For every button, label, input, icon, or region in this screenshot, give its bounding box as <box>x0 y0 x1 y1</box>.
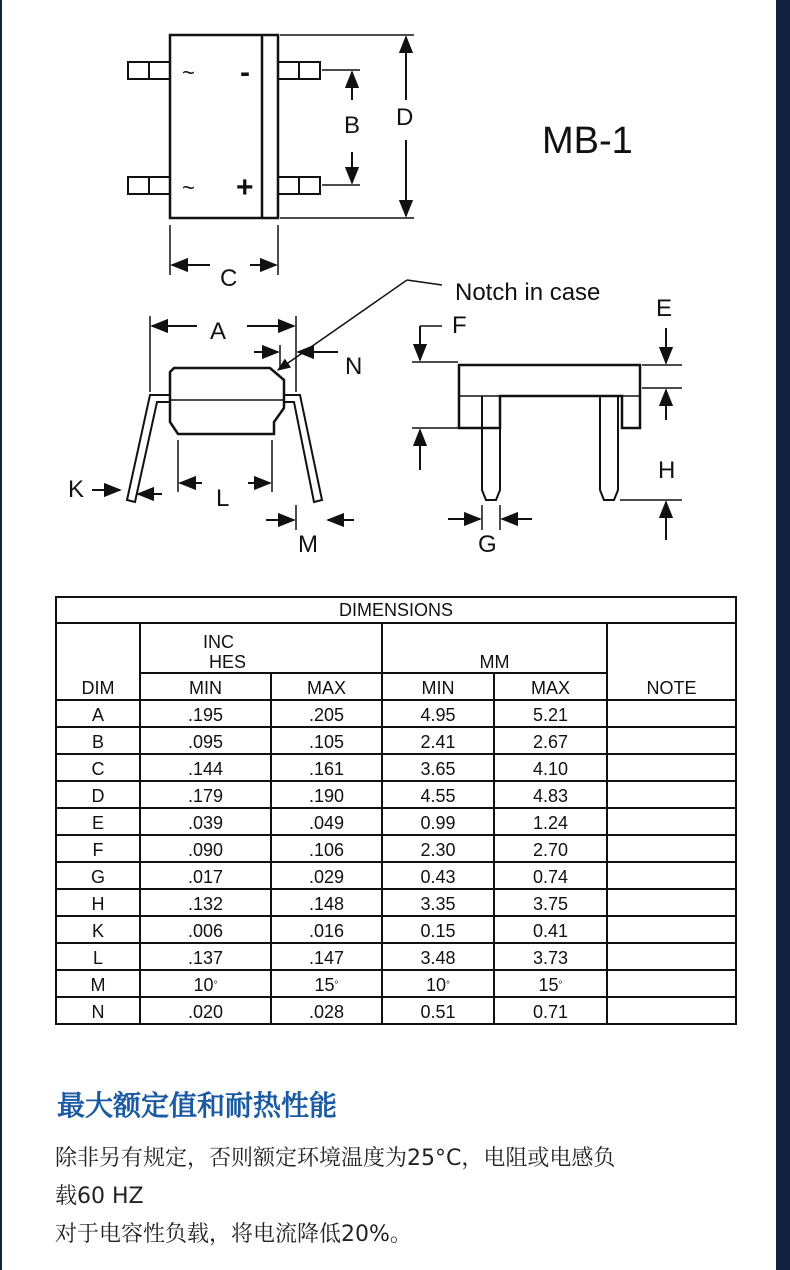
col-header-mm: MM <box>382 623 607 673</box>
cell-in-max: .147 <box>271 943 382 970</box>
dim-label-b: B <box>344 112 361 139</box>
dim-label-a: A <box>210 318 227 345</box>
cell-mm-min: 3.48 <box>382 943 494 970</box>
cell-in-min: .132 <box>140 889 271 916</box>
ac-pin-2-symbol: ~ <box>182 175 195 200</box>
cell-in-min: .179 <box>140 781 271 808</box>
inches-label-line1: INC <box>203 632 234 652</box>
cell-dim: F <box>56 835 140 862</box>
positive-pin-symbol: + <box>236 171 254 204</box>
cell-mm-min: 2.30 <box>382 835 494 862</box>
cell-in-max: .106 <box>271 835 382 862</box>
dim-label-h: H <box>658 457 676 484</box>
cell-in-min: 10° <box>140 970 271 997</box>
cell-note <box>607 835 736 862</box>
cell-mm-max: 3.73 <box>494 943 607 970</box>
cell-mm-min: 0.99 <box>382 808 494 835</box>
ratings-text <box>55 1140 755 1254</box>
ratings-heading: 最大额定值和耐热性能 <box>57 1089 338 1122</box>
degree-symbol: ° <box>558 980 563 991</box>
dim-label-c: C <box>220 265 238 292</box>
cell-dim: H <box>56 889 140 916</box>
cell-note <box>607 781 736 808</box>
cell-note <box>607 700 736 727</box>
dim-label-m: M <box>298 531 318 558</box>
dim-label-d: D <box>396 104 414 131</box>
cell-mm-max: 2.70 <box>494 835 607 862</box>
table-row <box>56 889 736 916</box>
cell-note <box>607 808 736 835</box>
cell-mm-max: 1.24 <box>494 808 607 835</box>
cell-mm-max: 4.10 <box>494 754 607 781</box>
datasheet-page <box>2 0 776 1270</box>
cell-in-min: .017 <box>140 862 271 889</box>
cell-in-max: .205 <box>271 700 382 727</box>
dim-label-n: N <box>345 353 363 380</box>
cell-note <box>607 916 736 943</box>
degree-symbol: ° <box>334 980 339 991</box>
cell-dim: L <box>56 943 140 970</box>
cell-dim: E <box>56 808 140 835</box>
cell-in-min: .039 <box>140 808 271 835</box>
table-row <box>56 754 736 781</box>
negative-pin-symbol: - <box>240 56 250 89</box>
cell-in-min: .195 <box>140 700 271 727</box>
dim-label-l: L <box>216 485 230 512</box>
cell-in-max: .148 <box>271 889 382 916</box>
table-row <box>56 970 736 997</box>
cell-mm-min: 2.41 <box>382 727 494 754</box>
cell-mm-max: 2.67 <box>494 727 607 754</box>
cell-mm-max: 0.74 <box>494 862 607 889</box>
col-header-in-max: MAX <box>271 673 382 700</box>
table-row <box>56 943 736 970</box>
table-row <box>56 700 736 727</box>
cell-in-max: .105 <box>271 727 382 754</box>
col-header-in-min: MIN <box>140 673 271 700</box>
cell-mm-max: 3.75 <box>494 889 607 916</box>
ratings-line-2: 载60 HZ <box>55 1184 144 1209</box>
cell-mm-max: 15° <box>494 970 607 997</box>
dim-label-g: G <box>478 531 497 558</box>
cell-dim: N <box>56 997 140 1024</box>
cell-in-min: .137 <box>140 943 271 970</box>
cell-in-max: .029 <box>271 862 382 889</box>
dim-label-e: E <box>656 295 673 322</box>
cell-in-max: .016 <box>271 916 382 943</box>
cell-mm-min: 10° <box>382 970 494 997</box>
cell-in-min: .095 <box>140 727 271 754</box>
cell-in-max: .190 <box>271 781 382 808</box>
cell-mm-min: 0.51 <box>382 997 494 1024</box>
cell-mm-max: 0.71 <box>494 997 607 1024</box>
model-label: MB-1 <box>542 120 633 162</box>
cell-dim: G <box>56 862 140 889</box>
table-row <box>56 727 736 754</box>
cell-in-max: .049 <box>271 808 382 835</box>
cell-in-min: .006 <box>140 916 271 943</box>
cell-in-min: .090 <box>140 835 271 862</box>
cell-mm-min: 4.95 <box>382 700 494 727</box>
cell-mm-min: 3.35 <box>382 889 494 916</box>
cell-in-max: .161 <box>271 754 382 781</box>
col-header-mm-max: MAX <box>494 673 607 700</box>
table-row <box>56 916 736 943</box>
degree-symbol: ° <box>213 980 218 991</box>
cell-dim: A <box>56 700 140 727</box>
cell-dim: B <box>56 727 140 754</box>
inches-label-line2: HES <box>209 652 247 672</box>
col-header-note: NOTE <box>607 623 736 700</box>
table-row <box>56 862 736 889</box>
cell-dim: C <box>56 754 140 781</box>
table-row <box>56 781 736 808</box>
cell-mm-min: 0.15 <box>382 916 494 943</box>
cell-in-min: .144 <box>140 754 271 781</box>
table-title: DIMENSIONS <box>56 597 736 623</box>
package-outline-drawing <box>2 0 776 590</box>
dim-label-f: F <box>452 312 467 339</box>
cell-mm-min: 4.55 <box>382 781 494 808</box>
cell-mm-max: 4.83 <box>494 781 607 808</box>
cell-dim: M <box>56 970 140 997</box>
cell-in-max: 15° <box>271 970 382 997</box>
cell-in-max: .028 <box>271 997 382 1024</box>
cell-note <box>607 970 736 997</box>
cell-mm-min: 0.43 <box>382 862 494 889</box>
table-row <box>56 997 736 1024</box>
dimensions-table <box>55 596 737 1025</box>
cell-dim: K <box>56 916 140 943</box>
cell-in-min: .020 <box>140 997 271 1024</box>
cell-note <box>607 727 736 754</box>
cell-dim: D <box>56 781 140 808</box>
ac-pin-1-symbol: ~ <box>182 60 195 85</box>
cell-note <box>607 997 736 1024</box>
cell-note <box>607 889 736 916</box>
cell-note <box>607 943 736 970</box>
col-header-inches <box>140 623 382 673</box>
col-header-mm-min: MIN <box>382 673 494 700</box>
table-row <box>56 808 736 835</box>
ratings-line-3: 对于电容性负载，将电流降低20%。 <box>55 1222 412 1247</box>
dim-label-k: K <box>68 476 85 503</box>
cell-mm-max: 0.41 <box>494 916 607 943</box>
degree-symbol: ° <box>446 980 451 991</box>
table-row <box>56 835 736 862</box>
col-header-dim: DIM <box>56 623 140 700</box>
cell-note <box>607 754 736 781</box>
cell-note <box>607 862 736 889</box>
notch-label: Notch in case <box>455 279 601 306</box>
cell-mm-min: 3.65 <box>382 754 494 781</box>
ratings-line-1: 除非另有规定，否则额定环境温度为25°C，电阻或电感负 <box>55 1146 616 1171</box>
cell-mm-max: 5.21 <box>494 700 607 727</box>
